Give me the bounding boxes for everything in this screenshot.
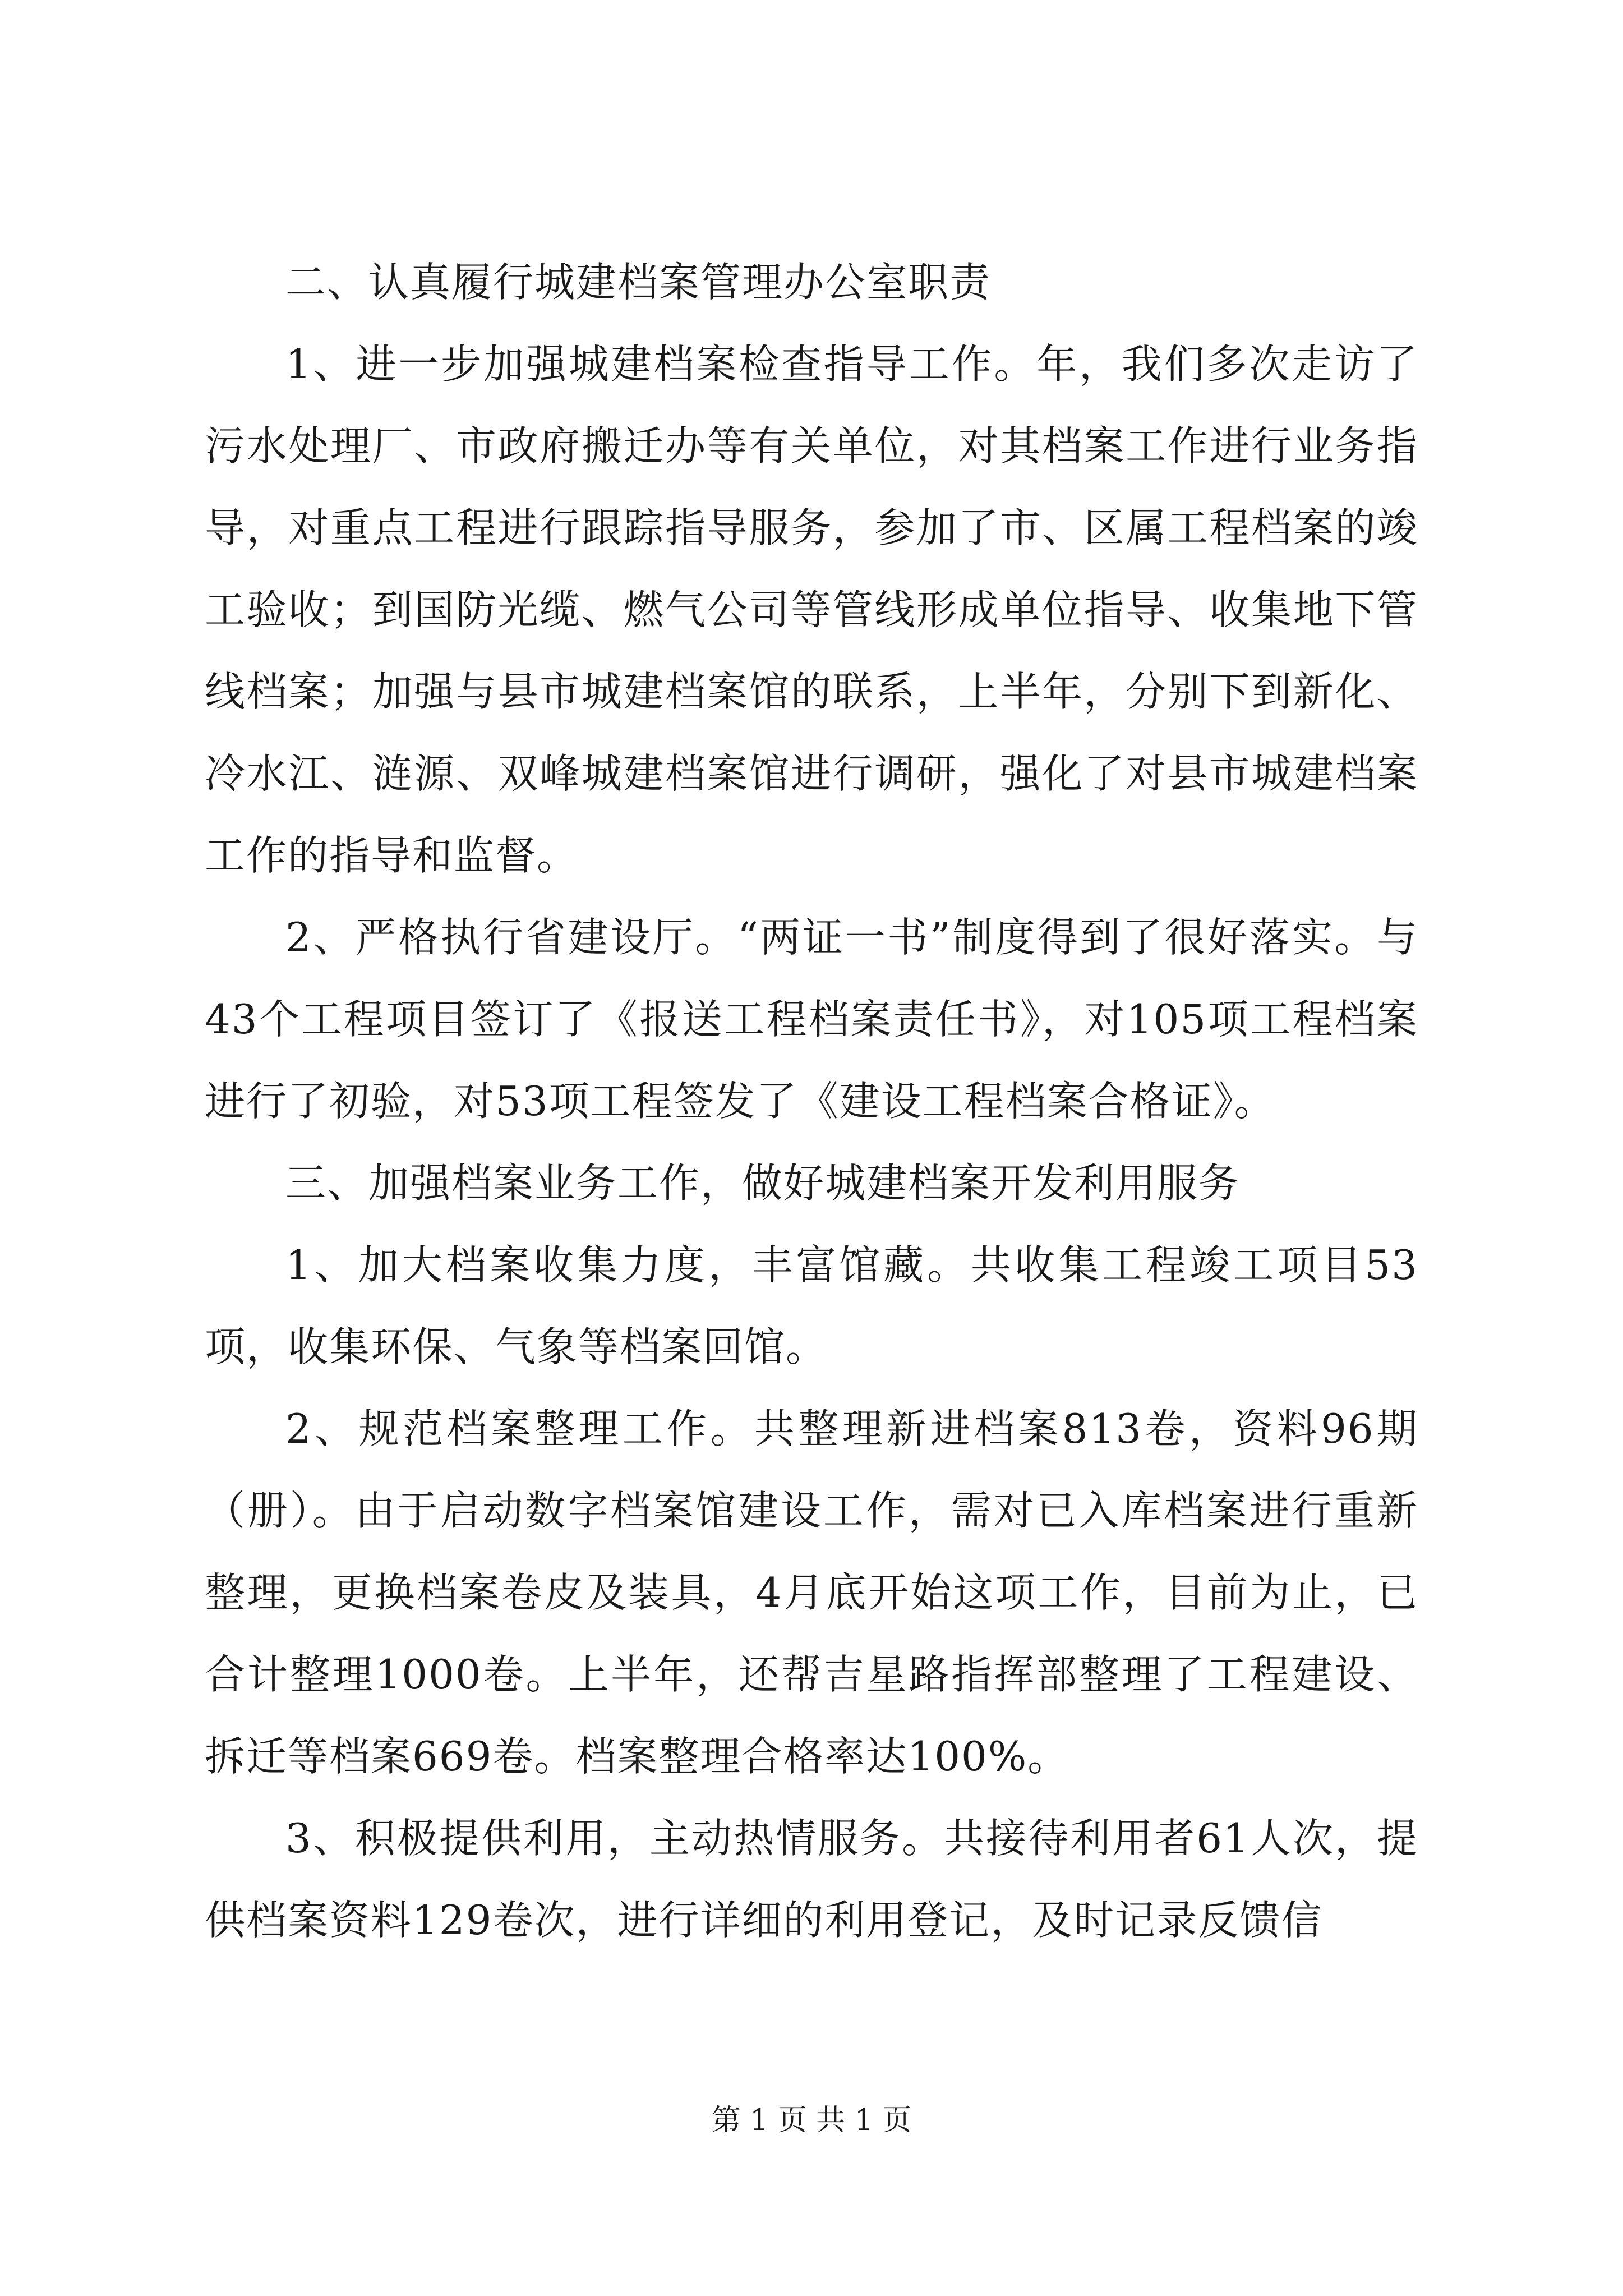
- document-body: [205, 241, 1418, 1961]
- page-number-footer: 第 1 页 共 1 页: [711, 2104, 912, 2137]
- paragraph: 2、严格执行省建设厅。“两证一书”制度得到了很好落实。与43个工程项目签订了《报送工程档案责任书》，对105项工程档案进行了初验，对53项工程签发了《建设工程档案合格证》。: [205, 914, 1418, 1125]
- paragraph: 1、进一步加强城建档案检查指导工作。年，我们多次走访了污水处理厂、市政府搬迁办等有关单位，对其档案工作进行业务指导，对重点工程进行跟踪指导服务，参加了市、区属工程档案的竣工验收；到国防光缆、燃气公司等管线形成单位指导、收集地下管线档案；加强与县市城建档案馆的联系，上半年，分别下到新化、冷水江、涟源、双峰城建档案馆进行调研，强化了对县市城建档案工作的指导和监督。: [205, 341, 1418, 879]
- section-heading-2: 二、认真履行城建档案管理办公室职责: [285, 259, 992, 306]
- paragraph: 3、积极提供利用，主动热情服务。共接待利用者61人次，提供档案资料129卷次，进行详细的利用登记，及时记录反馈信: [205, 1815, 1418, 1944]
- paragraph: 2、规范档案整理工作。共整理新进档案813卷，资料96期（册）。由于启动数字档案馆建设工作，需对已入库档案进行重新整理，更换档案卷皮及装具，4月底开始这项工作，目前为止，已合计整理1000卷。上半年，还帮吉星路指挥部整理了工程建设、拆迁等档案669卷。档案整理合格率达100%。: [205, 1405, 1418, 1780]
- paragraph: 1、加大档案收集力度，丰富馆藏。共收集工程竣工项目53项，收集环保、气象等档案回馆。: [205, 1241, 1418, 1370]
- section-heading-3: 三、加强档案业务工作，做好城建档案开发利用服务: [285, 1159, 1241, 1207]
